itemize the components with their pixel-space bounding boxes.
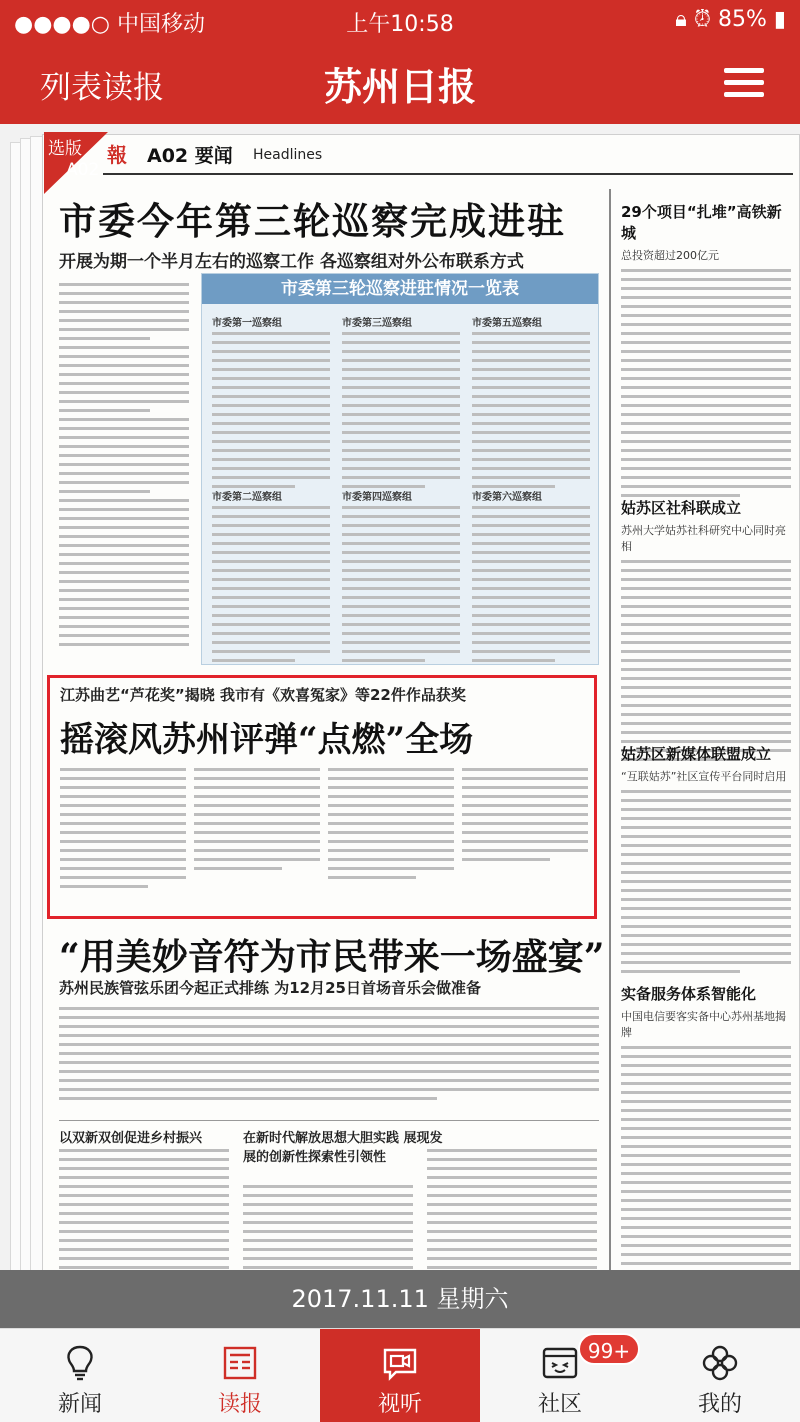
status-time: 上午10:58 [346,12,454,37]
status-bar [0,0,800,40]
highlighted-article[interactable] [47,675,597,919]
table-cell: 市委第四巡察组 [342,488,460,668]
side-article-highspeed[interactable]: 29个项目“扎堆”高铁新城 总投资超过200亿元 [621,201,791,503]
nav-label: 新闻 [57,1392,102,1417]
article-body-text [59,1007,599,1107]
community-smile-icon [540,1343,580,1383]
battery-level: 🔒︎ ⏰︎ 85% ▮ [675,7,786,32]
article-body-text [60,768,186,908]
table-cell: 市委第三巡察组 [342,314,460,494]
notification-badge: 99+ [578,1333,640,1365]
nav-label: 我的 [697,1392,742,1417]
article-body-text [59,283,189,663]
headline-orchestra[interactable]: “用美妙音符为市民带来一场盛宴” [59,936,605,978]
article-body-text [194,768,320,908]
clover-icon [700,1343,740,1383]
hamburger-menu-icon[interactable] [724,68,764,98]
table-cell: 市委第六巡察组 [472,488,590,668]
article-rural-revival-title[interactable]: 以双新双创促进乡村振兴 [59,1131,203,1146]
inspection-table[interactable] [201,273,599,665]
battery-icon: ▮ [773,7,786,32]
carrier-signal: ●●●●○ 中国移动 [14,12,205,37]
newspaper-viewer[interactable] [0,124,800,1270]
section-number: A02 [147,145,189,167]
inspection-table-title: 市委第三轮巡察进驻情况一览表 [202,274,598,304]
nav-label: 视听 [377,1392,422,1417]
section-english: Headlines [253,147,323,163]
headline-inspection[interactable]: 市委今年第三轮巡察完成进驻 [59,199,566,243]
issue-date-bar[interactable]: 2017.11.11 星期六 [0,1270,800,1328]
list-reading-button[interactable]: 列表读报 [40,70,164,106]
highlighted-article-title: 摇滚风苏州评弹“点燃”全场 [60,720,474,760]
bottom-navigation [0,1328,800,1422]
page-select-ribbon[interactable] [44,132,108,194]
section-divider [59,1120,599,1121]
lightbulb-icon [60,1343,100,1383]
article-body-text [59,1149,229,1270]
headline-orchestra-sub: 苏州民族管弦乐团今起正式排练 为12月25日首场音乐会做准备 [59,979,481,997]
side-article-new-media[interactable]: 姑苏区新媒体联盟成立 “互联姑苏”社区宣传平台同时启用 [621,743,791,979]
table-cell: 市委第五巡察组 [472,314,590,494]
app-header [0,40,800,124]
app-title: 苏州日报 [323,64,476,109]
header-rule [103,173,793,175]
nav-label: 社区 [537,1392,582,1417]
side-article-smart-service[interactable]: 实备服务体系智能化 中国电信要客实备中心苏州基地揭牌 [621,983,791,1270]
table-cell: 市委第一巡察组 [212,314,330,494]
newspaper-page[interactable] [42,134,800,1270]
lock-rotation-icon: 🔒︎ [675,7,687,32]
article-body-text [427,1149,597,1270]
table-cell: 市委第二巡察组 [212,488,330,668]
nav-label: 读报 [217,1392,262,1417]
page-select-label: 选版 [48,139,82,159]
highlighted-article-subtitle: 江苏曲艺“芦花奖”揭晓 我市有《欢喜冤家》等22件作品获奖 [60,686,466,704]
page-select-number: A02 [66,160,100,180]
nav-tab-news[interactable] [0,1329,160,1422]
newspaper-icon [220,1343,260,1383]
nav-tab-audio-video[interactable] [320,1329,480,1422]
paper-logo: 報 [107,143,127,167]
column-rule [609,189,611,1270]
side-article-social-science[interactable]: 姑苏区社科联成立 苏州大学姑苏社科研究中心同时亮相 [621,497,791,767]
article-body-text [462,768,588,908]
video-chat-icon [380,1343,420,1383]
nav-tab-mine[interactable] [640,1329,800,1422]
article-body-text [328,768,454,908]
article-new-era-title[interactable]: 在新时代解放思想大胆实践 展现发展的创新性探索性引领性 [243,1131,443,1165]
section-name: 要闻 [194,145,233,167]
nav-tab-read-paper[interactable] [160,1329,320,1422]
alarm-icon: ⏰︎ [693,7,711,32]
article-body-text [243,1185,413,1270]
headline-inspection-sub: 开展为期一个半月左右的巡察工作 各巡察组对外公布联系方式 [59,252,524,272]
